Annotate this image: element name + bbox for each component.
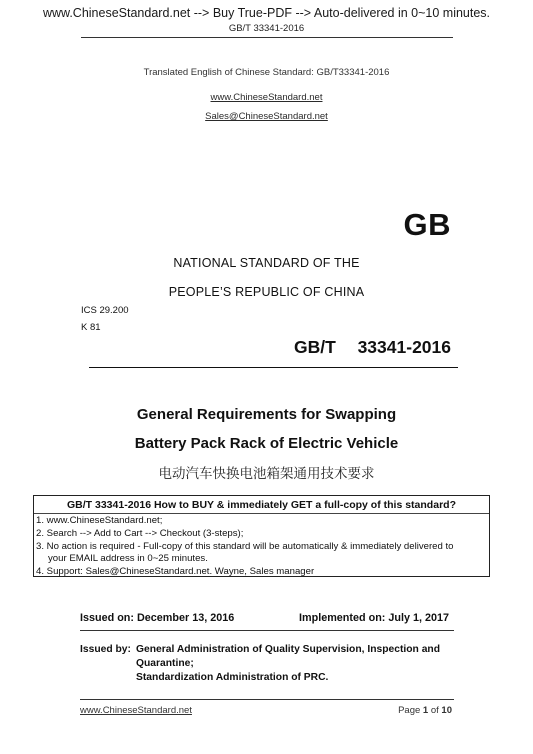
issued-by-line2: Quarantine; — [136, 658, 194, 669]
top-banner: www.ChineseStandard.net --> Buy True-PDF --> Auto-delivered in 0~10 minutes. — [42, 6, 491, 20]
buy-step-4: 4. Support: Sales@ChineseStandard.net. Wayne, Sales manager — [36, 566, 315, 578]
buy-box-divider — [34, 513, 489, 514]
translation-website-row — [0, 87, 533, 105]
standard-number-divider — [89, 367, 458, 368]
title-line2: Battery Pack Rack of Electric Vehicle — [134, 435, 399, 452]
title-chinese: 电动汽车快换电池箱架通用技术要求 — [158, 466, 375, 482]
title-line1: General Requirements for Swapping — [136, 406, 397, 423]
translation-email-link[interactable]: Sales@ChineseStandard.net — [205, 111, 328, 122]
translation-website-link[interactable]: www.ChineseStandard.net — [210, 92, 323, 103]
buy-instructions-box — [33, 495, 490, 577]
header-divider — [81, 37, 453, 38]
buy-box-heading: GB/T 33341-2016 How to BUY & immediately GET a full-copy of this standard? — [67, 499, 456, 511]
issued-by-label: Issued by: — [80, 644, 131, 655]
buy-steps-list — [34, 515, 489, 579]
issued-on-date: Issued on: December 13, 2016 — [80, 612, 235, 624]
national-standard-line1: NATIONAL STANDARD OF THE — [173, 256, 360, 270]
page-indicator — [398, 705, 452, 716]
page-total: 10 — [441, 705, 452, 716]
footer-website-link[interactable]: www.ChineseStandard.net — [80, 705, 192, 716]
k-code: K 81 — [81, 322, 101, 333]
page-current: 1 — [422, 705, 429, 716]
page-of: of — [428, 705, 442, 716]
issued-by-line1: General Administration of Quality Supervision, Inspection and — [136, 644, 440, 655]
translation-email-row — [0, 106, 533, 124]
translation-note: Translated English of Chinese Standard: GB/T33341-2016 — [143, 67, 390, 78]
footer-divider — [80, 699, 454, 700]
implemented-on-date: Implemented on: July 1, 2017 — [299, 612, 450, 624]
buy-step-3: 3. No action is required - Full-copy of this standard will be automatically & immediately delivered to — [36, 540, 454, 552]
header-doc-code: GB/T 33341-2016 — [228, 23, 305, 34]
buy-step-3-continued: your EMAIL address in 0~25 minutes. — [48, 553, 208, 565]
national-standard-line2: PEOPLE’S REPUBLIC OF CHINA — [168, 285, 365, 299]
standard-number: GB/T 33341-2016 — [294, 337, 451, 357]
gb-mark: GB — [403, 207, 451, 242]
dates-divider — [80, 630, 454, 631]
ics-code: ICS 29.200 — [81, 305, 129, 316]
issued-by-line3: Standardization Administration of PRC. — [136, 672, 329, 683]
buy-step-2: 2. Search --> Add to Cart --> Checkout (3-steps); — [36, 527, 244, 539]
page-prefix: Page — [398, 705, 423, 716]
buy-step-1: 1. www.ChineseStandard.net; — [36, 515, 163, 526]
